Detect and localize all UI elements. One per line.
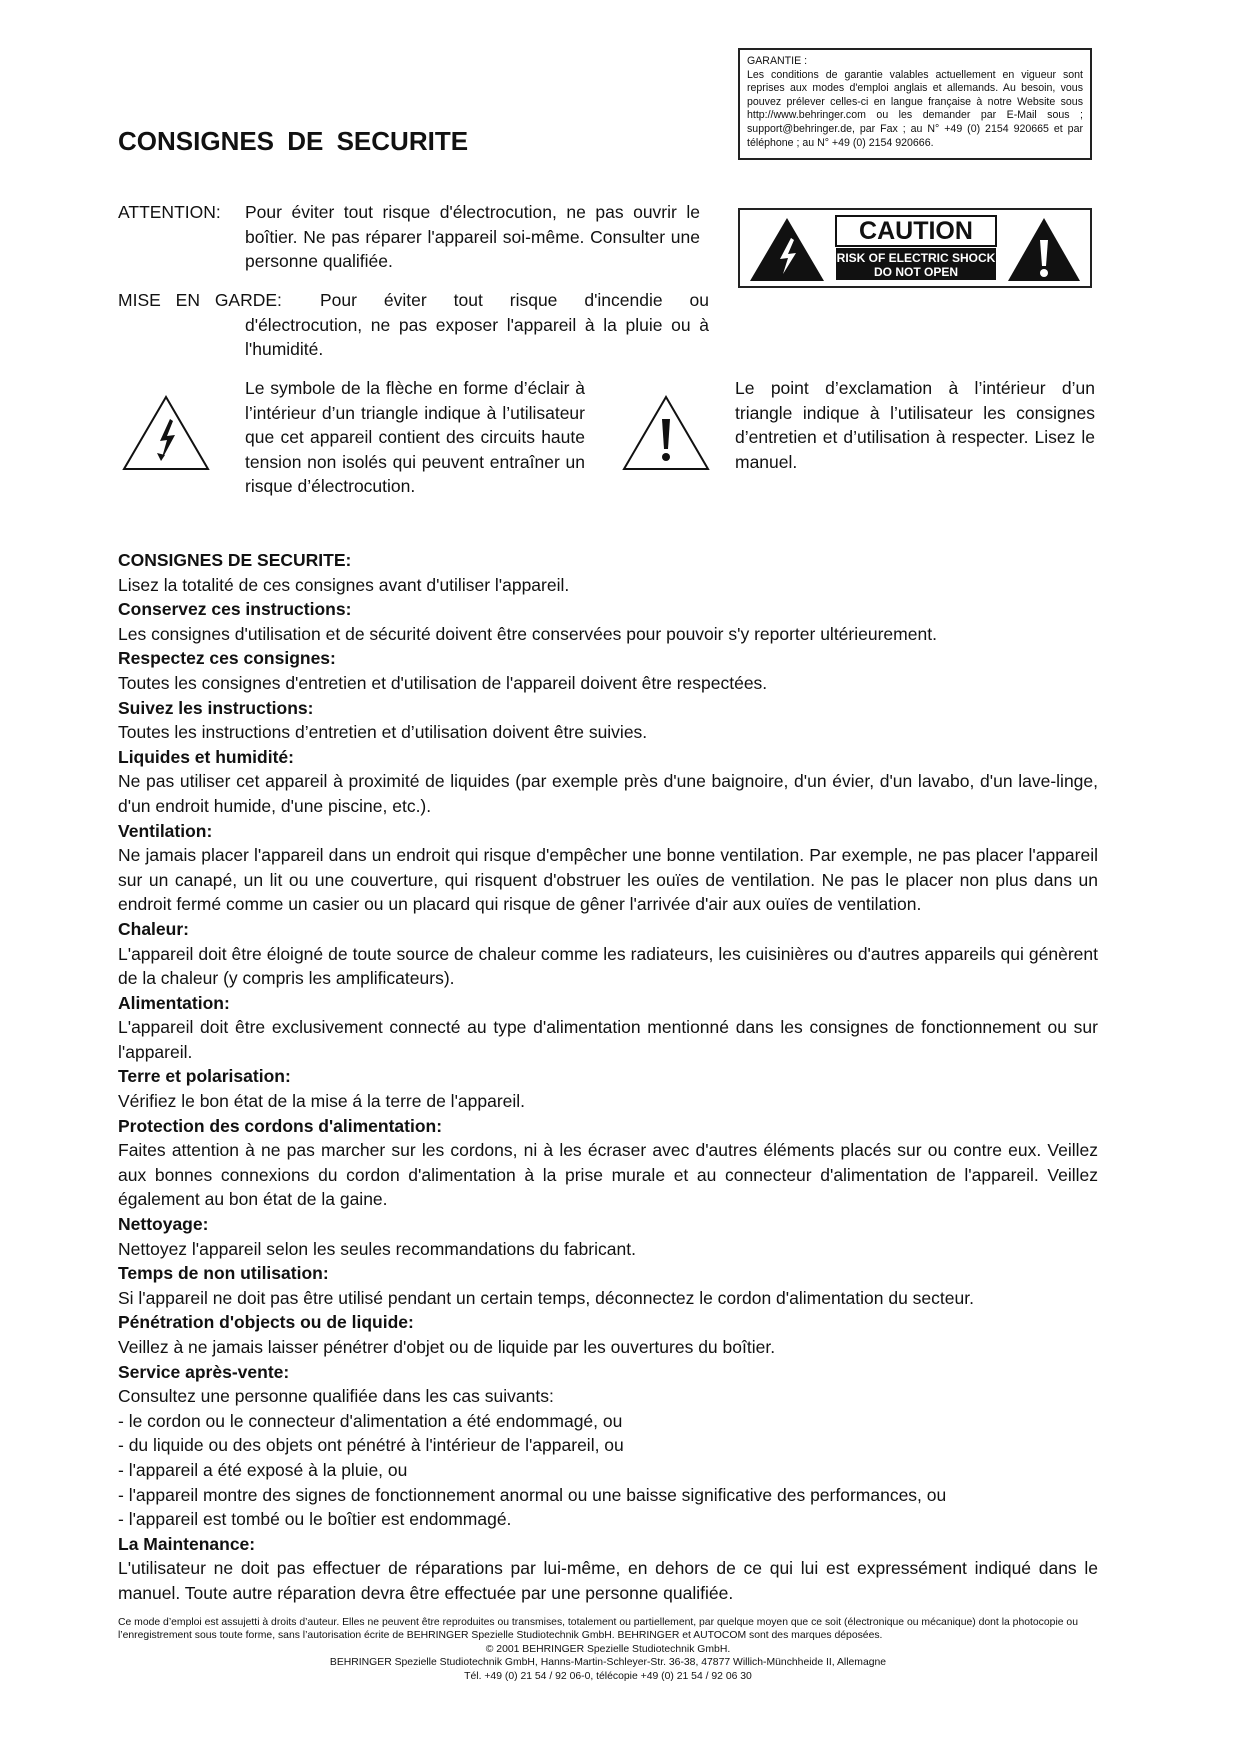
mise-en-garde-text: Pour éviter tout risque d'incendie ou d'électrocution, ne pas exposer l'appareil à la pluie ou à l'humidité. [245,290,709,359]
caution-line-1: RISK OF ELECTRIC SHOCK [836,251,996,265]
attention-text: Pour éviter tout risque d'électrocution, ne pas ouvrir le boîtier. Ne pas réparer l'appareil soi-même. Consulter une personne qualifiée. [245,202,700,271]
section-heading: CONSIGNES DE SECURITE: [118,550,352,570]
section-text: Faites attention à ne pas marcher sur les cordons, ni à les écraser avec d'autres éléments placés sur ou contre eux. Veillez aux bonnes connexions du cordon d'alimentation à la prise murale et au connecteur d'alimentation de l'appareil. Veillez également au bon état de la gaine. [118,1140,1098,1210]
footer-copyright: © 2001 BEHRINGER Spezielle Studiotechnik GmbH. [485,1643,731,1655]
section-heading: Conservez ces instructions: [118,599,352,620]
warranty-box [738,48,1092,160]
section-text: Ne pas utiliser cet appareil à proximité de liquides (par exemple près d'une baignoire, d'un évier, d'un lavabo, d'un lave-linge, d'un endroit humide, d'une piscine, etc.). [118,771,1098,816]
section-text: Toutes les consignes d'entretien et d'utilisation de l'appareil doivent être respectées. [118,672,768,693]
section-text: L'utilisateur ne doit pas effectuer de réparations par lui-même, en dehors de ce qui lui est expressément indiqué dans le manuel. Toute autre réparation devra être effectuée par une personne qualifiée. [118,1558,1098,1603]
section-heading: Chaleur: [118,918,189,939]
caution-graphic [740,210,1090,286]
caution-title: CAUTION [859,217,973,245]
section-heading: Respectez ces consignes: [118,648,336,669]
footer-address: BEHRINGER Spezielle Studiotechnik GmbH, Hanns-Martin-Schleyer-Str. 36-38, 47877 Willich-Münchheide II, Allemagne [329,1657,887,1669]
section-heading: Liquides et humidité: [118,746,294,767]
section-list-item: - l'appareil a été exposé à la pluie, ou [118,1459,408,1480]
section-text: Si l'appareil ne doit pas être utilisé pendant un certain temps, déconnectez le cordon d'alimentation du secteur. [118,1287,974,1308]
caution-line-2: DO NOT OPEN [873,265,959,279]
section-text: Veillez à ne jamais laisser pénétrer d'objet ou de liquide par les ouvertures du boîtier. [118,1337,776,1357]
section-heading: Nettoyage: [118,1214,209,1235]
caution-label [738,208,1092,288]
section-heading: Service après-vente: [118,1361,290,1382]
exclamation-warning-icon [1008,218,1080,281]
section-heading: La Maintenance: [118,1533,256,1554]
section-heading: Protection des cordons d'alimentation: [118,1115,443,1136]
section-text: Vérifiez le bon état de la mise á la terre de l'appareil. [118,1091,526,1112]
attention-label: ATTENTION: [118,202,221,222]
exclamation-triangle-icon [620,393,712,473]
section-heading: Temps de non utilisation: [118,1263,329,1284]
footer [118,1616,1098,1683]
lightning-symbol-text: Le symbole de la flèche en forme d’éclair à l’intérieur d’un triangle indique à l’utilisateur que cet appareil contient des circuits haute tension non isolés qui peuvent entraîner un risque d’électrocution. [245,378,585,496]
footer-copyright-notice: Ce mode d’emploi est assujetti à droits d’auteur. Elles ne peuvent être reproduites ou transmises, totalement ou partiellement, par quelque moyen que ce soit (électronique ou mécanique) dont la photocopie ou l’enregistrement sous toute forme, sans l’autorisation écrite de BEHRINGER Spezielle Studiotechnik GmbH. BEHRINGER et AUTOCOM sont des marques déposées. [118,1617,1078,1642]
section-text: Toutes les instructions d’entretien et d’utilisation doivent être suivies. [118,722,648,743]
mise-en-garde-label: MISE EN GARDE: [118,290,282,310]
section-heading: Terre et polarisation: [118,1066,291,1087]
safety-sections [118,548,1098,1606]
lightning-triangle-icon [120,393,212,473]
section-heading: Pénétration d'objects ou de liquide: [118,1312,414,1333]
section-text: Les consignes d'utilisation et de sécurité doivent être conservées pour pouvoir s'y reporter ultérieurement. [118,623,937,644]
lightning-warning-icon [750,218,824,281]
section-list-item: - l'appareil montre des signes de fonctionnement anormal ou une baisse significative des performances, ou [118,1484,947,1505]
exclamation-symbol-text: Le point d’exclamation à l’intérieur d’un triangle indique à l’utilisateur les consignes d’entretien et d’utilisation à respecter. Lisez le manuel. [735,378,1095,472]
section-text: Lisez la totalité de ces consignes avant d'utiliser l'appareil. [118,574,570,595]
section-heading: Ventilation: [118,820,213,841]
section-text: L'appareil doit être exclusivement connecté au type d'alimentation mentionné dans les consignes de fonctionnement ou sur l'appareil. [118,1017,1098,1062]
section-text: Ne jamais placer l'appareil dans un endroit qui risque d'empêcher une bonne ventilation. Par exemple, ne pas placer l'appareil sur un canapé, un lit ou une couverture, qui risquent d'obstruer les ouïes de ventilation. Ne pas le placer non plus dans un endroit fermé comme un casier ou un placard qui risque de gêner l'arrivée d'air aux ouïes de ventilation. [118,845,1098,915]
page-title: CONSIGNES DE SECURITE [118,126,469,156]
section-list-item: - le cordon ou le connecteur d'alimentation a été endommagé, ou [118,1410,623,1431]
section-heading: Suivez les instructions: [118,697,314,718]
section-list-item: Consultez une personne qualifiée dans les cas suivants: [118,1386,554,1407]
section-list-item: - l'appareil est tombé ou le boîtier est endommagé. [118,1509,512,1530]
section-text: Nettoyez l'appareil selon les seules recommandations du fabricant. [118,1238,636,1259]
footer-phone: Tél. +49 (0) 21 54 / 92 06-0, télécopie +49 (0) 21 54 / 92 06 30 [464,1670,752,1682]
section-list-item: - du liquide ou des objets ont pénétré à l'intérieur de l'appareil, ou [118,1435,624,1456]
warranty-heading: GARANTIE : [747,55,808,67]
section-text: L'appareil doit être éloigné de toute source de chaleur comme les radiateurs, les cuisinières ou d'autres appareils qui génèrent de la chaleur (y compris les amplificateurs). [118,943,1098,989]
section-heading: Alimentation: [118,992,230,1013]
warranty-text: Les conditions de garantie valables actuellement en vigueur sont reprises aux modes d'emploi anglais et allemands. Au besoin, vous pouvez prélever celles-ci en langue française à notre Website sous http://www.behringer.com ou les demander par E-Mail sous ; support@behringer.de, par Fax ; au N° +49 (0) 2154 920665 et par téléphone ; au N° +49 (0) 2154 920666. [747,68,1083,149]
